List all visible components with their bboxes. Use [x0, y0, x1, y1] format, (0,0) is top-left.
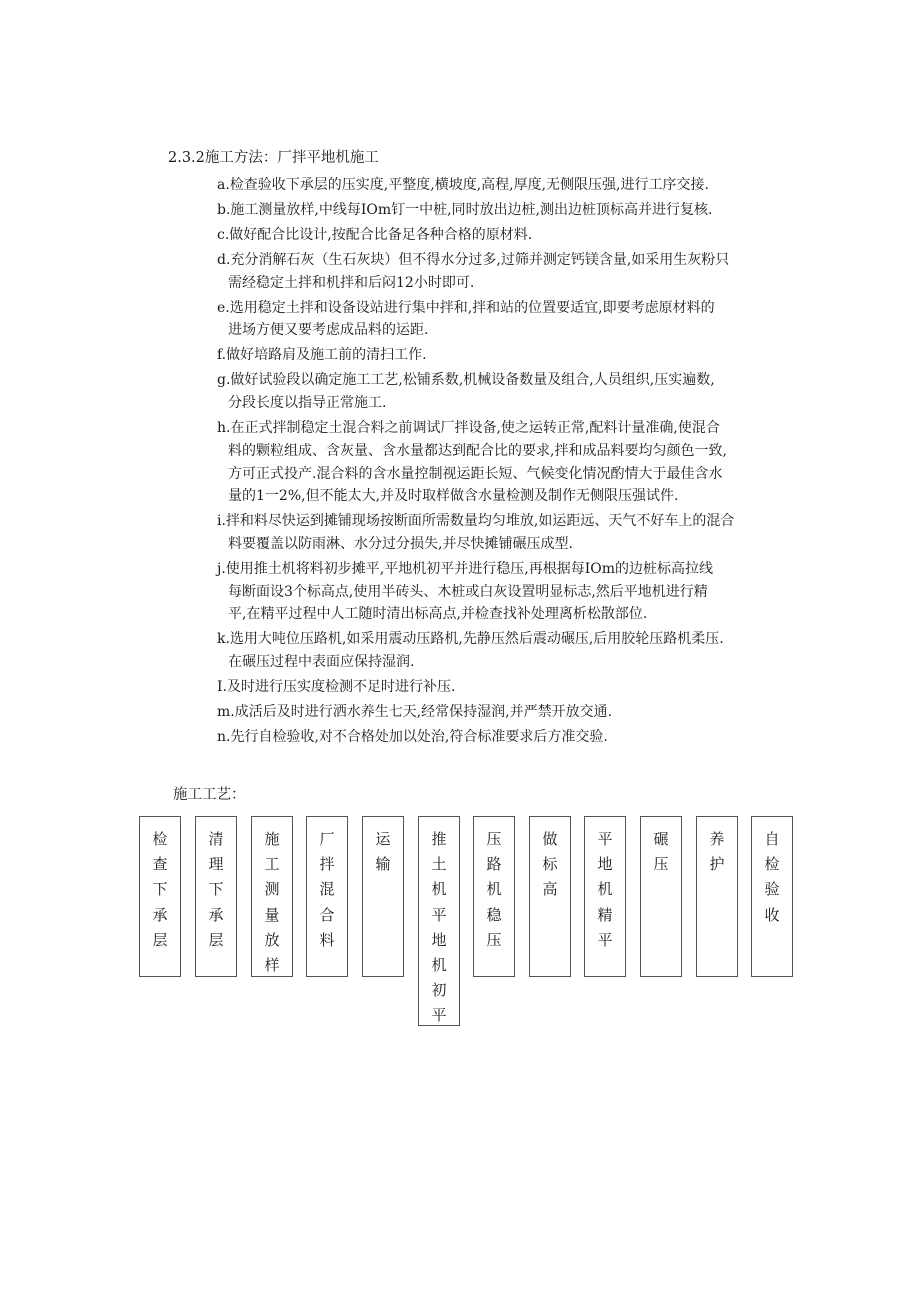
process-step-label: 清理下承层 [208, 830, 224, 949]
step-text: g.做好试验段以确定施工工艺,松铺系数,机械设备数量及组合,人员组织,压实遍数, [217, 372, 715, 389]
process-step-label: 施工测量放样 [264, 830, 280, 975]
step-text-continuation: 每断面设3个标高点,使用半砖头、木桩或白灰设置明显标志,然后平地机进行精 [228, 583, 708, 600]
step-text: k.选用大吨位压路机,如采用震动压路机,先静压然后震动碾压,后用胶轮压路机柔压. [217, 631, 724, 648]
process-step-box [251, 816, 293, 977]
process-step-box [306, 816, 348, 977]
step-text-continuation: 料的颗粒组成、含灰量、含水量都达到配合比的要求,拌和成品料要均匀颜色一致, [228, 442, 727, 459]
process-step-box [751, 816, 793, 977]
step-text: b.施工测量放样,中线每IOm钉一中桩,同时放出边桩,测出边桩顶标高并进行复核. [217, 202, 713, 218]
step-text: c.做好配合比设计,按配合比备足各种合格的原材料. [217, 227, 533, 243]
step-text: j.使用推土机将料初步摊平,平地机初平并进行稳压,再根据每IOm的边桩标高拉线 [217, 560, 713, 577]
process-step-box [473, 816, 515, 977]
process-step-box [640, 816, 682, 977]
process-step-box [195, 816, 237, 977]
step-text-continuation: 进场方便又要考虑成品料的运距. [228, 322, 429, 339]
step-text: i.拌和料尽快运到摊铺现场按断面所需数量均匀堆放,如运距远、天气不好车上的混合 [217, 513, 735, 530]
process-step-box [362, 816, 404, 977]
step-text: m.成活后及时进行洒水养生七天,经常保持湿润,并严禁开放交通. [217, 704, 613, 721]
process-step-box [529, 816, 571, 977]
step-text: a.检查验收下承层的压实度,平整度,横坡度,高程,厚度,无侧限压强,进行工序交接. [217, 177, 709, 193]
process-step-label: 自检验收 [764, 830, 780, 924]
process-step-box [696, 816, 738, 977]
step-text-continuation: 分段长度以指导正常施工. [228, 395, 387, 412]
step-text: h.在正式拌制稳定土混合料之前调试厂拌设备,使之运转正常,配料计量准确,使混合 [217, 420, 720, 437]
step-text: f.做好培路肩及施工前的清扫工作. [217, 347, 427, 364]
process-step-label: 做标高 [542, 830, 558, 899]
process-title: 施工工艺： [173, 787, 246, 803]
process-step-box [584, 816, 626, 977]
process-step-label: 厂拌混合料 [319, 830, 335, 949]
step-text: n.先行自检验收,对不合格处加以处治,符合标准要求后方准交验. [217, 729, 608, 746]
process-step-label: 推土机平地机初平 [431, 830, 447, 1025]
step-text: d.充分消解石灰（生石灰块）但不得水分过多,过筛并测定钙镁含量,如采用生灰粉只 [217, 252, 730, 268]
step-text-continuation: 平,在精平过程中人工随时清出标高点,并检查找补处理离析松散部位. [228, 606, 648, 623]
section-heading: 2.3.2施工方法：厂拌平地机施工 [168, 150, 379, 166]
step-text-continuation: 需经稳定土拌和机拌和后闷12小时即可. [228, 274, 475, 291]
step-text-continuation: 在碾压过程中表面应保持湿润. [228, 654, 415, 671]
step-text-continuation: 方可正式投产.混合料的含水量控制视运距长短、气候变化情况酌情大于最佳含水 [228, 465, 723, 482]
process-step-label: 压路机稳压 [486, 830, 502, 949]
process-step-label: 检查下承层 [152, 830, 168, 949]
process-step-box [418, 816, 460, 1026]
step-text-continuation: 量的1一2%,但不能太大,并及时取样做含水量检测及制作无侧限压强试件. [228, 488, 679, 505]
step-text: I.及时进行压实度检测不足时进行补压. [217, 679, 456, 696]
process-step-label: 养护 [709, 830, 725, 874]
process-step-label: 碾压 [653, 830, 669, 874]
step-text: e.选用稳定土拌和设备设站进行集中拌和,拌和站的位置要适宜,即要考虑原材料的 [217, 299, 715, 316]
step-text-continuation: 料要覆盖以防雨淋、水分过分损失,并尽快摊铺碾压成型. [228, 535, 573, 552]
process-step-box [139, 816, 181, 977]
process-step-label: 平地机精平 [597, 830, 613, 949]
process-step-label: 运输 [375, 830, 391, 874]
